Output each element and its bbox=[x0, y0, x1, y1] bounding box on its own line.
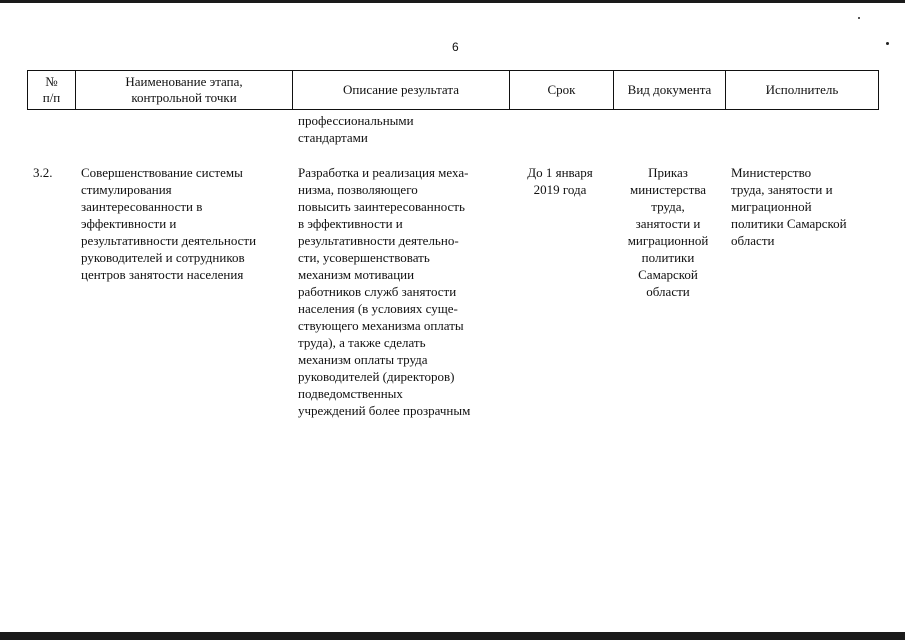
row-executor: Министерство труда, занятости и миграционной политики Самарской области bbox=[731, 165, 847, 248]
row-stage: Совершенствование системы стимулирования заинтересованности в эффективности и результативности деятельности руководителей и сотрудников центров занятости населения bbox=[81, 165, 257, 282]
table-header-row bbox=[27, 70, 879, 110]
header-deadline: Срок bbox=[547, 82, 576, 97]
scan-speck bbox=[886, 42, 889, 45]
header-executor: Исполнитель bbox=[765, 82, 839, 97]
header-number: № п/п bbox=[42, 74, 61, 105]
scan-speck bbox=[858, 17, 860, 19]
row-result: Разработка и реализация меха- низма, позволяющего повысить заинтересованность в эффективности и результативности деятельно- сти, усовершенствовать механизм мотивации работников служб занятости населения (в условиях суще- ствующего механизма оплаты труда), а также сделать механизм оплаты труда руководителей (директоров) подведомственных учреждений более прозрачным bbox=[298, 165, 471, 418]
header-stage: Наименование этапа, контрольной точки bbox=[125, 74, 243, 105]
header-result: Описание результата bbox=[343, 82, 459, 97]
scan-top-edge bbox=[0, 0, 905, 3]
header-document-type: Вид документа bbox=[627, 82, 712, 97]
page-number: 6 bbox=[452, 40, 459, 54]
row-document-type: Приказ министерства труда, занятости и миграционной политики Самарской области bbox=[627, 165, 709, 299]
row-number: 3.2. bbox=[33, 165, 53, 180]
row-deadline: До 1 января 2019 года bbox=[527, 165, 593, 197]
continuation-text: профессиональными стандартами bbox=[298, 113, 414, 145]
scan-bottom-edge bbox=[0, 632, 905, 640]
